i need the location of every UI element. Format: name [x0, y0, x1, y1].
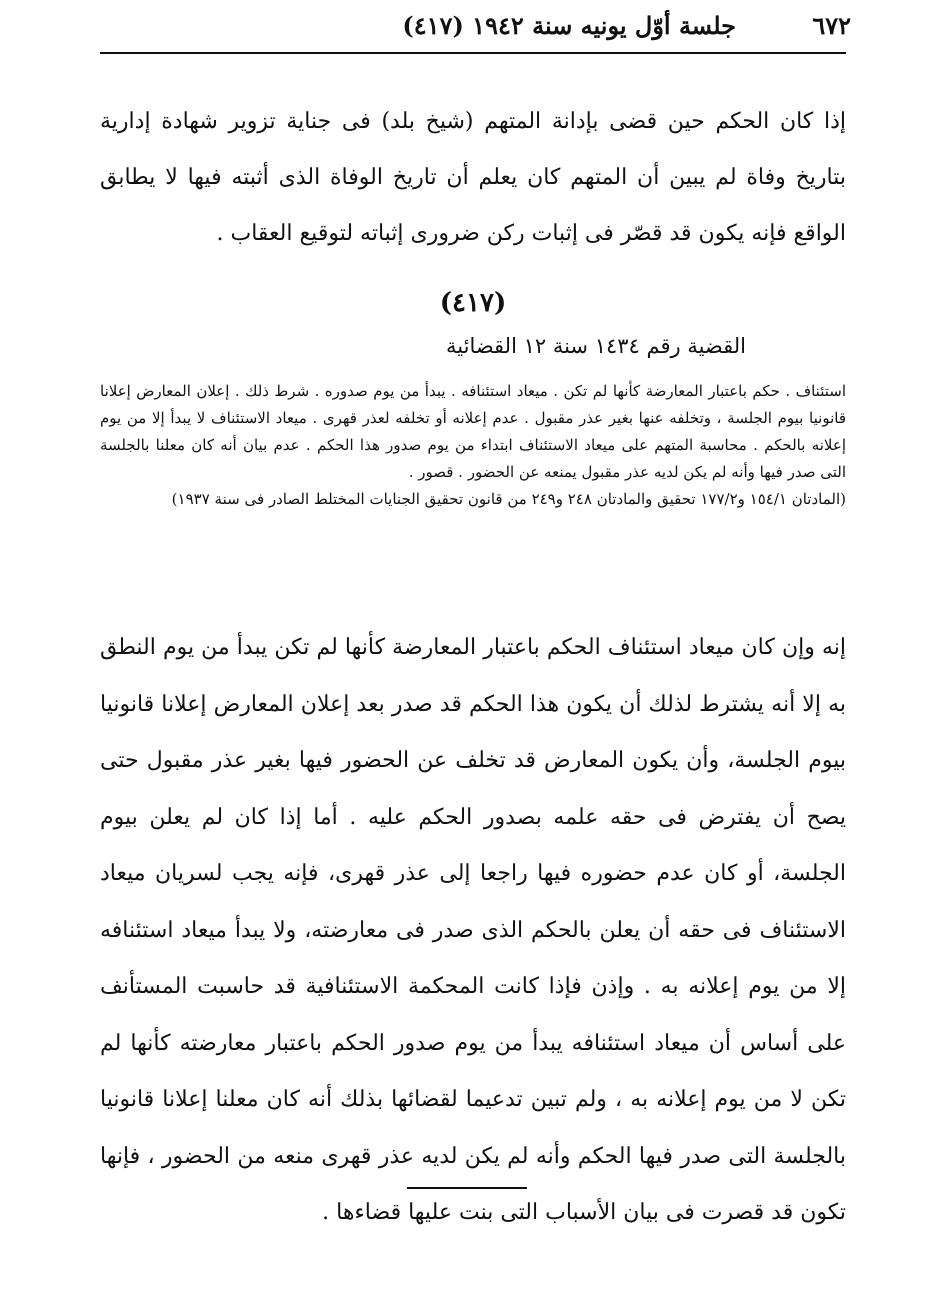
case-summary [100, 378, 846, 513]
case-number: (٤١٧) [439, 288, 507, 318]
running-title: جلسة أوّل يونيه سنة ١٩٤٢ (٤١٧) [402, 11, 736, 40]
header-divider [100, 52, 846, 54]
intro-paragraph: إذا كان الحكم حين قضى بإدانة المتهم (شيخ بلد) فى جناية تزوير شهادة إدارية بتاريخ وفاة لم يبين أن المتهم كان يعلم أن تاريخ الوفاة الذى أثبته فيها لا يطابق الواقع فإنه يكون قد قصّر فى إثبات ركن ضرورى إثباته لتوقيع العقاب . [100, 109, 847, 246]
end-divider [407, 1187, 527, 1189]
case-subtitle: القضية رقم ١٤٣٤ سنة ١٢ القضائية [446, 334, 746, 358]
page-header [100, 6, 851, 50]
summary-text: استئناف . حكم باعتبار المعارضة كأنها لم تكن . ميعاد استئنافه . يبدأ من يوم صدوره . شرط ذلك . إعلان المعارض إعلانا قانونيا بيوم الجلسة ، وتخلفه عنها بغير عذر مقبول . عدم إعلانه أو تخلفه لعذر قهرى . ميعاد الاستئناف لا يبدأ إلا من يوم إعلانه بالحكم . محاسبة المتهم على ميعاد الاستئناف ابتداء من يوم صدور هذا الحكم . عدم بيان أنه كان معلنا بالجلسة التى صدر فيها وأنه لم يكن لديه عذر مقبول يمنعه عن الحضور . قصور . [100, 382, 846, 481]
summary-references: (المادتان ١٥٤/١ و١٧٧/٢ تحقيق والمادتان ٢٤٨ و٢٤٩ من قانون تحقيق الجنايات المختلط الصادر فى سنة ١٩٣٧) [171, 490, 846, 508]
page-number: ٦٧٢ [812, 11, 851, 40]
body-paragraph: إنه وإن كان ميعاد استئناف الحكم باعتبار المعارضة كأنها لم تكن يبدأ من يوم النطق به إلا أنه يشترط لذلك أن يكون هذا الحكم قد صدر بعد إعلان المعارض إعلانا قانونيا بيوم الجلسة، وأن يكون المعارض قد تخلف عن الحضور فيها بغير عذر مقبول حتى يصح أن يفترض فى حقه علمه بصدور الحكم عليه . أما إذا كان لم يعلن بيوم الجلسة، أو كان عدم حضوره فيها راجعا إلى عذر قهرى، فإنه يجب لسريان ميعاد الاستئناف فى حقه أن يعلن بالحكم الذى صدر فى معارضته، ولا يبدأ ميعاد استئنافه إلا من يوم إعلانه به . وإذن فإذا كانت المحكمة الاستئنافية قد حاسبت المستأنف على أساس أن ميعاد استئنافه يبدأ من يوم صدور الحكم باعتبار معارضته كأنها لم تكن لا من يوم إعلانه به ، ولم تبين تدعيما لقضائها بذلك أنه كان معلنا إعلانا قانونيا بالجلسة التى صدر فيها الحكم وأنه لم يكن لديه عذر قهرى منعه من الحضور ، فإنها تكون قد قصرت فى بيان الأسباب التى بنت عليها قضاءها . [100, 635, 846, 1225]
